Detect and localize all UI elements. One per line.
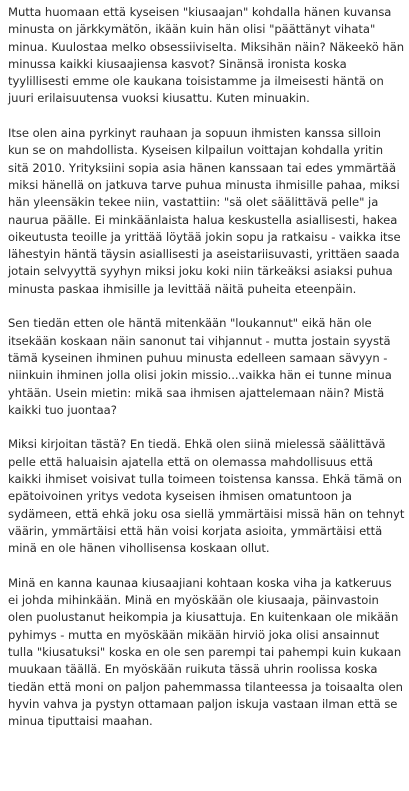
- paragraph: Itse olen aina pyrkinyt rauhaan ja sopuun ihmisten kanssa silloin kun se on mahdollista. Kyseisen kilpailun voittajan kohdalla yritin sitä 2010. Yrityksiini sopia asia hänen kanssaan tai edes ymmärtää miksi hänellä on jatkuva tarve puhua minusta ihmisille pahaa, miksi hän yleensäkin tekee niin, vastattiin: "sä olet säälittävä pelle" ja naurua päälle. Ei minkäänlaista halua keskustella asiallisesti, hakea oikeutusta teoille ja yrittää löytää jokin sopu ja ratkaisu - vaikka itse lähestyin häntä täysin asiallisesti ja aseistariisuvasti, yrittäen saada jotain selvyyttä syyhyn miksi joku koki niin tärkeäksi asiaksi puhua minusta paskaa ihmisille ja levittää näitä puheita eteenpäin.: [8, 126, 401, 296]
- paragraph: Miksi kirjoitan tästä? En tiedä. Ehkä olen siinä mielessä säälittävä pelle että haluaisin ajatella että on olemassa mahdollisuus että kaikki ihmiset voisivat tulla toimeen toistensa kanssa. Ehkä tämä on epätoivoinen yritys vedota kyseisen ihmisen omatuntoon ja sydämeen, että ehkä joku osa siellä ymmärtäisi missä hän on tehnyt väärin, ymmärtäisi että hän voisi korjata asioita, ymmärtäisi että minä en ole hänen vihollisensa koskaan ollut.: [8, 437, 405, 556]
- paragraph: Mutta huomaan että kyseisen "kiusaajan" kohdalla hänen kuvansa minusta on järkkymätön, ikään kuin hän olisi "päättänyt vihata" minua. Kuulostaa melko obsessiiviselta. Miksihän näin? Näkeekö hän minussa kaikki kiusaajiensa kasvot? Sinänsä ironista koska tyylillisesti emme ole kaukana toisistamme ja ilmeisesti häntä on juuri erilaisuutensa vuoksi kiusattu. Kuten minuakin.: [8, 5, 405, 106]
- paragraph: Minä en kanna kaunaa kiusaajiani kohtaan koska viha ja katkeruus ei johda mihinkään. Minä en myöskään ole kiusaaja, päinvastoin olen puolustanut heikompia ja kiusattuja. En kuitenkaan ole mikään pyhimys - mutta en myöskään mikään hirviö joka olisi ansainnut tulla "kiusatuksi" koska en ole sen parempi tai pahempi kuin kukaan muukaan täällä. En myöskään ruikuta tässä uhrin roolissa koska tiedän että moni on paljon pahemmassa tilanteessa ja toisaalta olen hyvin vahva ja pystyn ottamaan paljon iskuja vastaan ilman että se minua tiputtaisi maahan.: [8, 575, 403, 729]
- paragraph: Sen tiedän etten ole häntä mitenkään "loukannut" eikä hän ole itsekään koskaan näin sanonut tai vihjannut - mutta jostain syystä tämä kyseinen ihminen puhuu minusta edelleen samaan sävyyn - niinkuin ihminen jolla olisi jokin missio...vaikka hän ei tunne minua yhtään. Usein mietin: mikä saa ihmisen ajattelemaan näin? Mistä kaikki tuo juontaa?: [8, 316, 392, 417]
